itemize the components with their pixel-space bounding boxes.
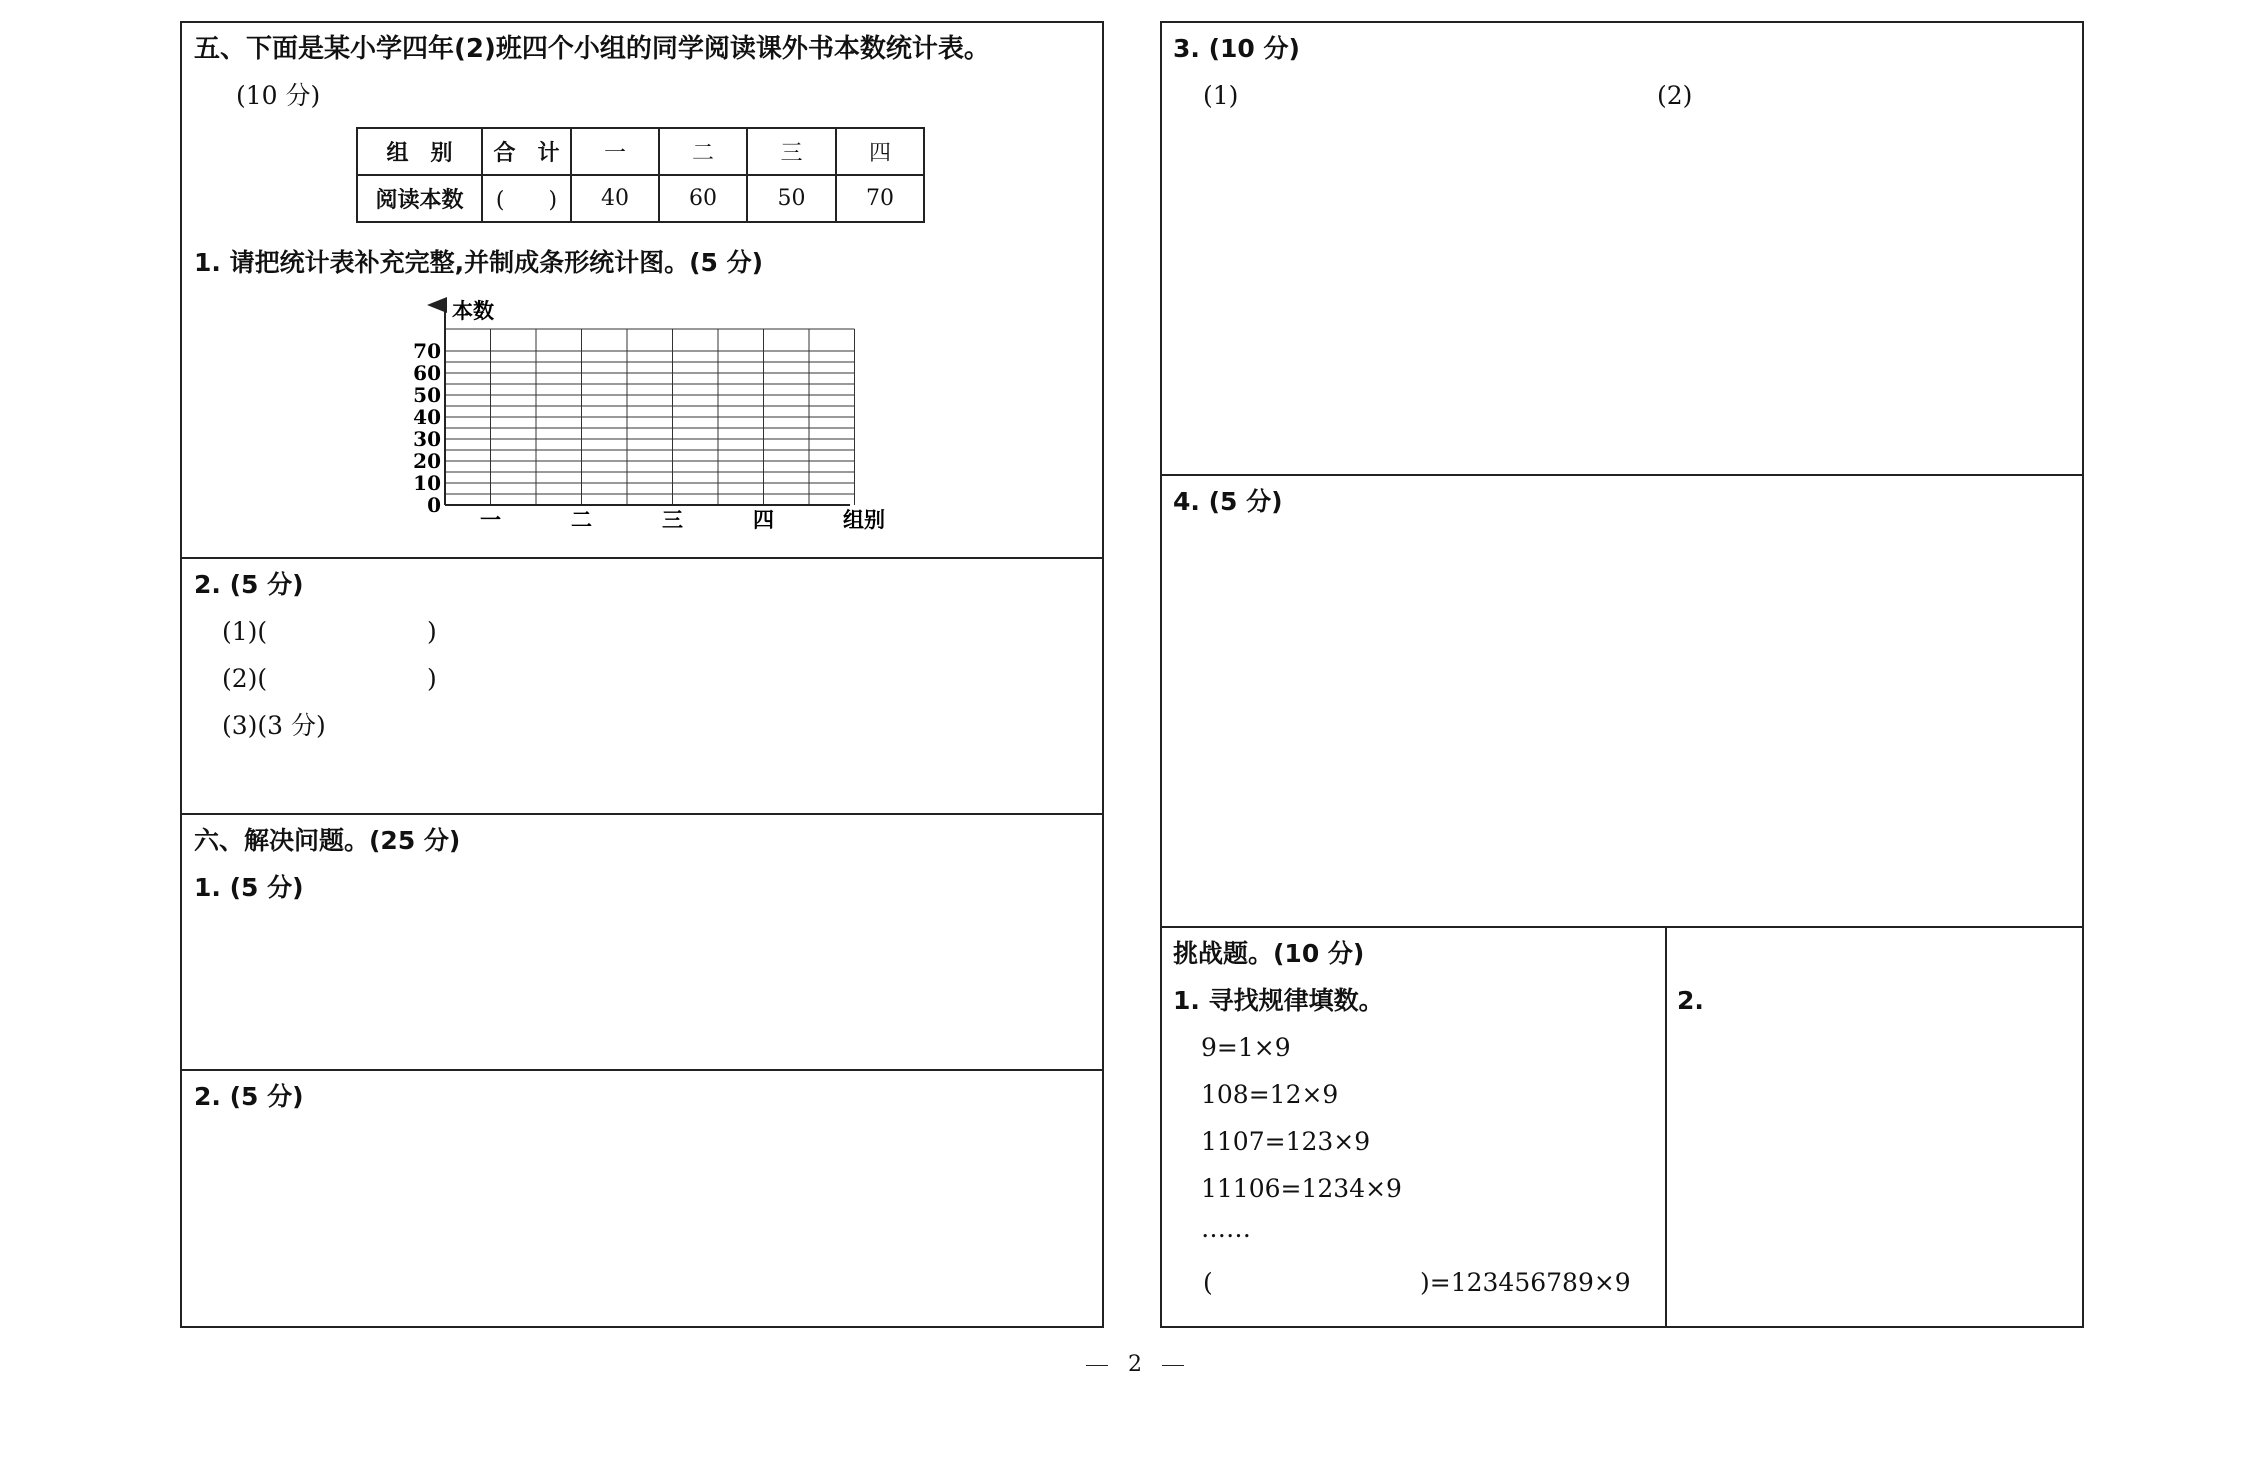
q2-sub2-close: ) <box>427 664 437 693</box>
x-axis-title: 组别 <box>843 508 885 532</box>
x-tick-label: 一 <box>480 508 501 532</box>
x-tick-label: 三 <box>662 508 683 532</box>
y-axis-title: 本数 <box>452 299 494 323</box>
x-tick-labels <box>480 508 774 532</box>
answer-area-q4[interactable] <box>1170 525 2070 915</box>
table-cell: 50 <box>747 175 836 222</box>
y-tick-label: 30 <box>413 427 441 451</box>
y-tick-label: 20 <box>413 449 441 473</box>
pattern-answer-open: ( <box>1203 1268 1213 1297</box>
y-tick-label: 40 <box>413 405 441 429</box>
pattern-answer-blank[interactable] <box>1220 1268 1420 1298</box>
q2-sub2-blank[interactable] <box>285 664 425 694</box>
y-tick-label: 70 <box>413 339 441 363</box>
pattern-line: 108=12×9 <box>1201 1080 1339 1109</box>
q2-sub1-open: (1)( <box>222 617 268 646</box>
reading-stats-table <box>356 127 925 223</box>
challenge-title: 挑战题。(10 分) <box>1173 939 1365 968</box>
answer-area-q2[interactable] <box>190 1120 1090 1320</box>
section5-title: 五、下面是某小学四年(2)班四个小组的同学阅读课外书本数统计表。 <box>194 34 990 64</box>
table-cell: 四 <box>836 128 924 175</box>
divider-section6-q2 <box>180 1069 1104 1071</box>
divider-challenge <box>1160 926 2084 928</box>
y-tick-labels <box>413 339 441 517</box>
q2-sub1-blank[interactable] <box>285 617 425 647</box>
table-cell: 二 <box>659 128 747 175</box>
divider-q4 <box>1160 474 2084 476</box>
pattern-line: 9=1×9 <box>1201 1033 1291 1062</box>
q3-sub2: (2) <box>1657 81 1693 110</box>
table-cell: 合 计 <box>482 128 571 175</box>
x-tick-label: 二 <box>571 508 592 532</box>
chart-gridlines <box>445 329 855 505</box>
y-tick-label: 50 <box>413 383 441 407</box>
page-footer <box>1060 1352 1210 1377</box>
total-blank[interactable]: ( ) <box>482 175 571 222</box>
section5-score: (10 分) <box>236 81 321 110</box>
q2-sub2-open: (2)( <box>222 664 268 693</box>
divider-section5-q2 <box>180 557 1104 559</box>
table-cell: 三 <box>747 128 836 175</box>
q3-sub1: (1) <box>1203 81 1239 110</box>
answer-area-challenge-q2[interactable] <box>1675 1025 2075 1320</box>
pattern-line: 1107=123×9 <box>1201 1127 1371 1156</box>
table-cell: 一 <box>571 128 659 175</box>
challenge-q1: 1. 寻找规律填数。 <box>1173 986 1384 1015</box>
x-tick-label: 四 <box>753 508 774 532</box>
section6-q1: 1. (5 分) <box>194 873 304 902</box>
table-header-row <box>357 128 924 175</box>
section6-title: 六、解决问题。(25 分) <box>194 826 461 855</box>
pattern-answer-rest: )=123456789×9 <box>1420 1268 1631 1297</box>
y-tick-label: 60 <box>413 361 441 385</box>
table-cell: 70 <box>836 175 924 222</box>
footer-dash <box>1162 1365 1184 1366</box>
table-row <box>357 175 924 222</box>
table-cell: 40 <box>571 175 659 222</box>
y-tick-label: 0 <box>427 493 441 517</box>
page-number: 2 <box>1128 1352 1142 1377</box>
divider-challenge-q2 <box>1665 926 1667 1328</box>
section6-q4: 4. (5 分) <box>1173 487 1283 516</box>
footer-dash <box>1086 1365 1108 1366</box>
pattern-line: 11106=1234×9 <box>1201 1174 1402 1203</box>
table-cell: 组 别 <box>357 128 482 175</box>
answer-area-q1[interactable] <box>190 910 1090 1060</box>
section6-q2: 2. (5 分) <box>194 1082 304 1111</box>
table-cell: 阅读本数 <box>357 175 482 222</box>
section5-q2-title: 2. (5 分) <box>194 570 304 599</box>
divider-section6 <box>180 813 1104 815</box>
pattern-ellipsis: …… <box>1201 1214 1251 1243</box>
table-cell: 60 <box>659 175 747 222</box>
section5-q1: 1. 请把统计表补充完整,并制成条形统计图。(5 分) <box>194 248 764 277</box>
q2-sub1-close: ) <box>427 617 437 646</box>
challenge-q2: 2. <box>1677 986 1704 1015</box>
section6-q3-title: 3. (10 分) <box>1173 34 1300 63</box>
answer-area-q3[interactable] <box>1170 120 2070 465</box>
y-tick-label: 10 <box>413 471 441 495</box>
bar-chart-grid[interactable] <box>400 293 920 543</box>
q2-sub3: (3)(3 分) <box>222 711 326 740</box>
